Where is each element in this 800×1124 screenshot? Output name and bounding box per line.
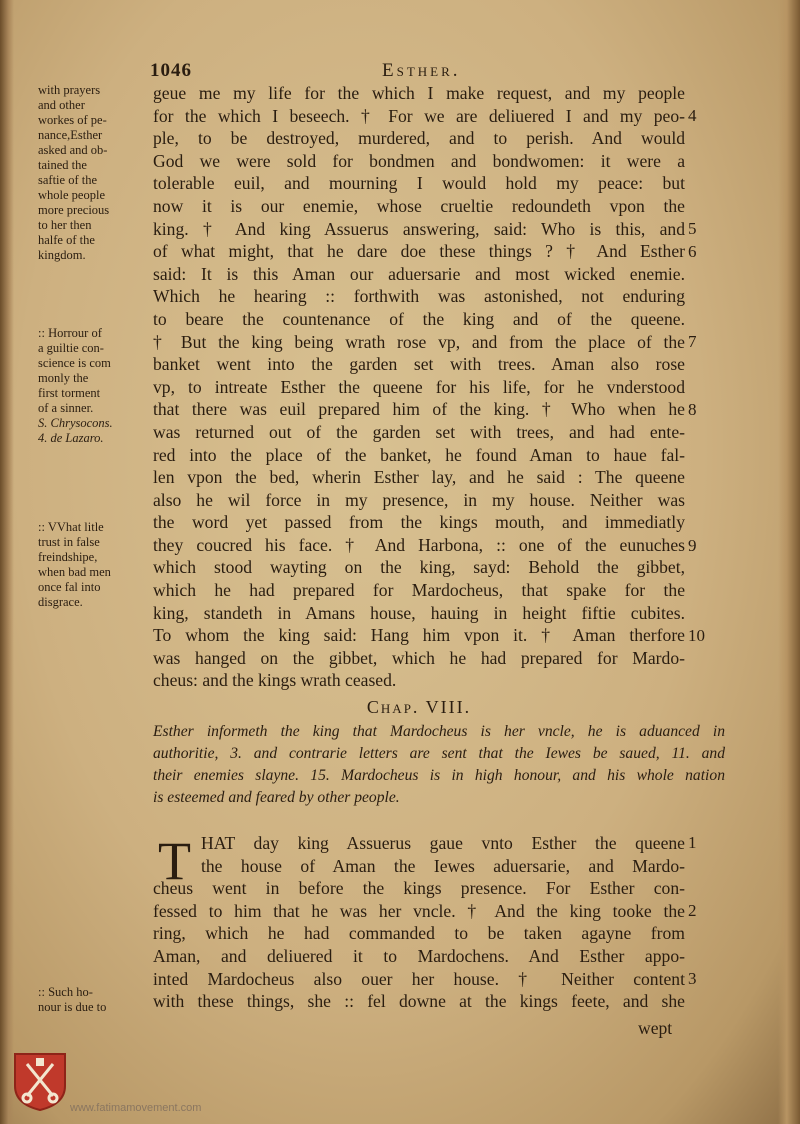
text-line: said: It is this Aman our aduersarie and most wicked enemie. (153, 263, 685, 284)
text-line: to beare the countenance of the king and of the queene. (153, 308, 685, 329)
verse-number: 3 (688, 969, 697, 988)
text-line: inted Mardocheus also ouer her house. † Neither content (153, 968, 685, 989)
text-line: which stood wayting on the king, sayd: Behold the gibbet, (153, 557, 685, 578)
text-line: the house of Aman the Iewes aduersarie, and Mardo- (201, 855, 685, 876)
margin-line: freindshipe, (38, 550, 98, 564)
margin-line: disgrace. (38, 595, 83, 609)
margin-line: 4. de Lazaro. (38, 431, 104, 445)
margin-line: trust in false (38, 535, 100, 549)
text-line: of what might, that he dare doe these things ? † And Esther (153, 241, 685, 262)
margin-line: kingdom. (38, 248, 86, 262)
verse-number: 1 (688, 833, 697, 852)
verse-number: 7 (688, 332, 697, 351)
margin-note-1 (38, 83, 150, 263)
text-line: now it is our enemie, whose crueltie redoundeth vpon the (153, 195, 685, 216)
verse-number: 2 (688, 901, 697, 920)
text-line: which he had prepared for Mardocheus, that spake for the (153, 580, 685, 601)
text-line: that there was euil prepared him of the king. † Who when he (153, 399, 685, 420)
drop-cap: T (158, 831, 191, 891)
verse-number: 4 (688, 106, 697, 125)
margin-line: once fal into (38, 580, 101, 594)
margin-line: and other (38, 98, 85, 112)
text-line: Which he hearing :: forthwith was astonished, not enduring (153, 286, 685, 307)
text-line: king. † And king Assuerus answering, said: Who is this, and (153, 218, 685, 239)
verse-number: 5 (688, 219, 697, 238)
text-line: banket went into the garden set with trees. Aman also rose (153, 354, 685, 375)
chapter-argument (153, 721, 725, 809)
verse-number: 10 (688, 626, 705, 645)
text-line: they coucred his face. † And Harbona, :: one of the eunuches (153, 534, 685, 555)
text-line: with these things, she :: fel downe at the kings feete, and she (153, 991, 685, 1012)
text-line: for the which I beseech. † For we are deliuered I and my peo- (153, 105, 685, 126)
argument-line: Esther informeth the king that Mardocheus is her vncle, he is aduanced in (153, 723, 725, 740)
margin-line: first torment (38, 386, 101, 400)
text-line: God we were sold for bondmen and bondwomen: it were a (153, 150, 685, 171)
margin-line: to her then (38, 218, 92, 232)
text-line: also he wil force in my presence, in my house. Neither was (153, 489, 685, 510)
verse-number: 9 (688, 536, 697, 555)
margin-note-3 (38, 520, 150, 610)
page-edge-left (0, 0, 14, 1124)
text-line: ple, to be destroyed, murdered, and to perish. And would (153, 128, 685, 149)
margin-line: saftie of the (38, 173, 98, 187)
margin-line: monly the (38, 371, 89, 385)
margin-line: tained the (38, 158, 87, 172)
text-line: geue me my life for the which I make request, and my people (153, 83, 685, 103)
text-line: king, standeth in Amans house, hauing in height fiftie cubites. (153, 602, 685, 623)
text-line: cheus went in before the kings presence. For Esther con- (153, 878, 685, 899)
catchword: wept (638, 1018, 673, 1038)
margin-line: :: Such ho- (38, 985, 93, 999)
text-line: cheus: and the kings wrath ceased. (153, 670, 397, 691)
margin-line: asked and ob- (38, 143, 108, 157)
text-line: the word yet passed from the kings mouth, and immediatly (153, 512, 685, 533)
text-line: red into the place of the banket, he found Aman to haue fal- (153, 444, 685, 465)
margin-line: :: VVhat litle (38, 520, 104, 534)
margin-line: nance,Esther (38, 128, 103, 142)
margin-note-4 (38, 985, 150, 1015)
text-line: vp, to intreate Esther the queene for his life, for he vnderstood (153, 376, 685, 397)
page-number: 1046 (150, 60, 192, 81)
text-line: Aman, and deliuered it to Mardochens. And Esther appo- (153, 945, 685, 966)
page-header (150, 60, 680, 82)
page-edge-right (778, 0, 800, 1124)
text-line: len vpon the bed, wherin Esther lay, and he said : The queene (153, 467, 685, 488)
text-line: ring, which he had commanded to be taken agayne from (153, 923, 685, 944)
text-line: tolerable euil, and mourning I would hold my peace: but (153, 173, 685, 194)
margin-line: :: Horrour of (38, 326, 102, 340)
margin-line: of a sinner. (38, 401, 94, 415)
argument-line: is esteemed and feared by other people. (153, 789, 400, 806)
margin-line: a guiltie con- (38, 341, 104, 355)
argument-line: authoritie, 3. and contrarie letters are sent that the Iewes be saued, 11. and (153, 745, 725, 762)
verse-number: 8 (688, 400, 697, 419)
text-line: fessed to him that he was her vncle. † And the king tooke the (153, 900, 685, 921)
margin-line: whole people (38, 188, 105, 202)
margin-line: when bad men (38, 565, 111, 579)
verse-number: 6 (688, 242, 697, 261)
margin-line: nour is due to (38, 1000, 107, 1014)
running-head: Esther. (382, 60, 461, 81)
margin-line: more precious (38, 203, 110, 217)
margin-note-2 (38, 326, 150, 446)
margin-line: science is com (38, 356, 111, 370)
text-line: † But the king being wrath rose vp, and from the place of the (153, 331, 685, 352)
text-line: HAT day king Assuerus gaue vnto Esther the queene (201, 833, 685, 853)
argument-line: their enemies slayne. 15. Mardocheus is in high honour, and his whole nation (153, 767, 725, 784)
margin-line: halfe of the (38, 233, 95, 247)
watermark-url[interactable]: www.fatimamovement.com (70, 1102, 202, 1114)
margin-line: workes of pe- (38, 113, 107, 127)
margin-line: with prayers (38, 83, 101, 97)
chapter-title: Chap. VIII. (366, 697, 472, 717)
margin-line: S. Chrysocons. (38, 416, 113, 430)
main-text-block (153, 82, 685, 692)
chapter-text-block (153, 832, 685, 1013)
text-line: was returned out of the garden set with trees, and had ente- (153, 421, 685, 442)
text-line: was hanged on the gibbet, which he had prepared for Mardo- (153, 647, 685, 668)
papal-keys-logo-icon (13, 1052, 67, 1112)
text-line: To whom the king said: Hang him vpon it. † Aman therfore (153, 625, 685, 646)
